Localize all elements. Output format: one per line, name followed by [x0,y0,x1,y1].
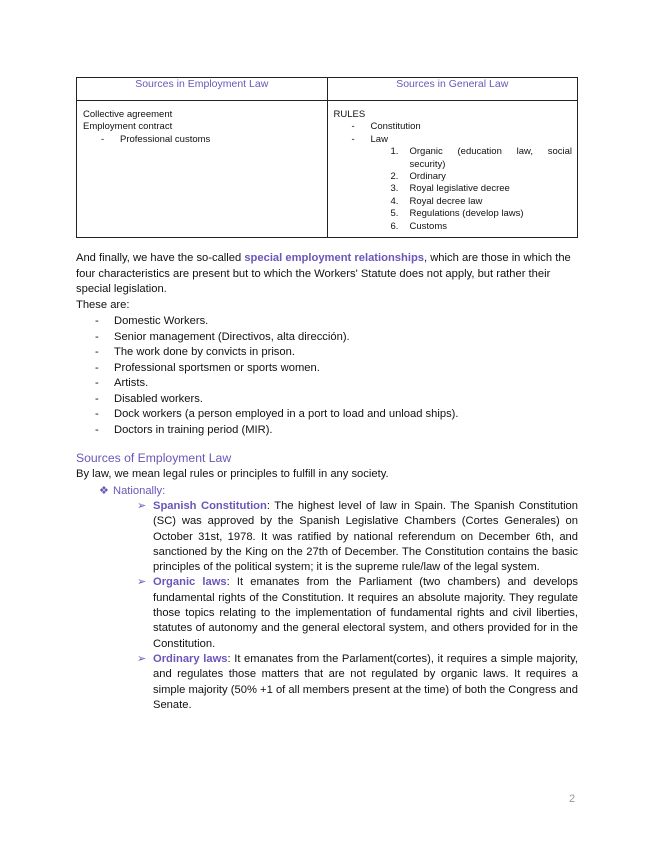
page-number: 2 [569,793,576,805]
list-item: - Disabled workers. [76,392,578,408]
law-name: Spanish Constitution [153,500,267,512]
law-type-number: 4. [390,195,399,207]
special-relationships-highlight: special employment relationships [244,252,425,264]
intro-text: And finally, we have the so-called [76,252,245,264]
law-type-text: Organic (education law, social security) [409,146,572,170]
general-law-cell [327,101,578,238]
law-name: Ordinary laws [153,652,228,665]
list-item: - Dock workers (a person employed in a port to load and unload ships). [76,407,578,423]
law-type-item [334,208,573,220]
list-item: - Artists. [76,376,578,392]
diamond-bullet-icon: ❖ [99,485,110,497]
law-type-number: 1. [390,146,399,158]
law-type-item [334,171,573,183]
arrow-bullet-icon: ➢ [137,500,147,512]
list-item: - Doctors in training period (MIR). [76,423,578,439]
law-description: It emanates from the Parliament (two chambers) and develops fundamental rights of the Constitution. It requires an absolute majority. They regulate those topics relating to the implementation of fundamental rights and civil liberties, statutes of autonomy and the general electoral system, and others provided for in the Constitution. [153,576,579,650]
general-source-item: - Constitution [334,121,573,133]
employment-law-cell [77,101,328,238]
list-item: - Professional sportsmen or sports women. [76,361,578,377]
employment-sub-item: - Professional customs [83,134,322,146]
law-type-number: 3. [390,183,399,195]
law-type-item [334,146,573,171]
nationally-label: Nationally: [113,485,166,497]
national-laws-list [137,499,578,713]
law-type-text: Royal legislative decree [409,183,510,195]
section-title: Sources of Employment Law [76,451,232,465]
general-source-item: - Law [334,134,573,146]
law-type-text: Royal decree law [409,195,483,207]
general-law-header: Sources in General Law [327,78,578,101]
law-type-number: 5. [390,208,399,220]
employment-source-item: Employment contract [83,121,173,133]
intro-text-continued: , which are those in which the four characteristics are present but to which the Workers' Statute does not apply, but rather their special legislation. [76,252,571,295]
law-item [137,499,578,575]
list-item: - Domestic Workers. [76,314,578,330]
list-item: - The work done by convicts in prison. [76,345,578,361]
sources-intro: By law, we mean legal rules or principles to fulfill in any society. [76,468,389,480]
nationally-heading [99,484,165,497]
law-type-number: 6. [390,220,399,232]
law-type-text: Regulations (develop laws) [409,208,524,220]
sources-comparison-table [76,77,578,238]
employment-law-header: Sources in Employment Law [77,78,328,101]
law-type-text: Customs [409,220,447,232]
these-are-label: These are: [76,299,130,311]
law-type-item [334,183,573,195]
employment-source-item: Collective agreement [83,109,173,120]
arrow-bullet-icon: ➢ [137,576,147,589]
law-type-number: 2. [390,171,399,183]
law-type-item [334,221,573,233]
law-separator: : [227,652,235,665]
arrow-bullet-icon: ➢ [137,652,147,665]
law-item [137,652,578,713]
special-relationships-paragraph [76,251,578,298]
law-description: It emanates from the Parlament(cortes), it requires a simple majority, and regulates those matters that are not regulated by organic laws. It requires a simple majority (50% +1 of all members present at the time) of both the Congress and Senate. [153,652,578,711]
law-separator: : [266,500,275,512]
law-separator: : [226,576,237,589]
list-item: - Senior management (Directivos, alta dirección). [76,330,578,346]
special-relationships-list [76,314,578,438]
law-type-text: Ordinary [409,171,446,183]
law-description: The highest level of law in Spain. The Spanish Constitution (SC) was approved by the Spanish Legislative Chambers (Cortes Generales) on October 31st, 1978. It was ratified by national referendum on December 6th, and sanctioned by the King on the 27th of December. The Constitution contains the basic principles of the political system; it is the supreme rule/law of the legal system. [153,500,579,574]
law-item [137,575,578,651]
law-type-item [334,196,573,208]
rules-label: RULES [333,109,366,120]
law-name: Organic laws [153,576,227,589]
